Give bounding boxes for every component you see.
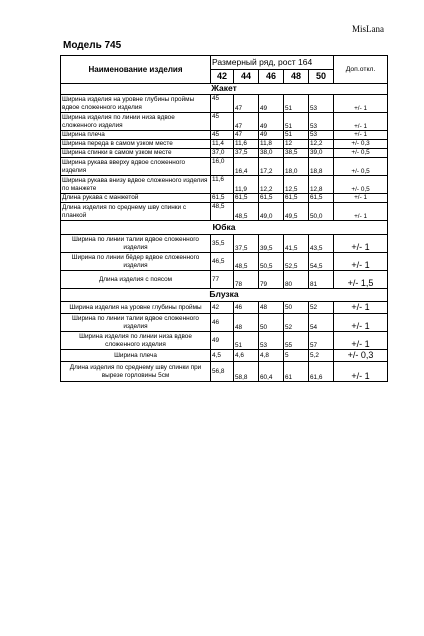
measurement-name: Ширина изделия по линии низа вдвое сложенного изделия — [61, 113, 211, 131]
tolerance-cell: +/- 1 — [334, 332, 388, 350]
size-value-cell: 47 — [234, 95, 259, 113]
size-value-cell: 50 — [284, 302, 309, 314]
tolerance-cell: +/- 1 — [334, 95, 388, 113]
section-header-row — [61, 221, 388, 235]
size-value-cell: 46,5 — [211, 253, 234, 271]
size-value-cell: 51 — [284, 113, 309, 131]
tolerance-cell: +/- 1 — [334, 235, 388, 253]
header-name-label: Наименование изделия — [61, 56, 211, 84]
size-value-cell: 12,2 — [259, 176, 284, 194]
model-title: Модель 745 — [63, 40, 122, 51]
size-value-cell: 54,5 — [309, 253, 334, 271]
size-value-cell: 61,5 — [234, 194, 259, 203]
size-value-cell: 48 — [234, 314, 259, 332]
size-value-cell: 51 — [284, 131, 309, 140]
table-row — [61, 332, 388, 350]
tolerance-cell: +/- 0,5 — [334, 149, 388, 158]
size-value-cell: 52 — [284, 314, 309, 332]
size-value-cell: 52 — [309, 302, 334, 314]
size-value-cell: 61,5 — [259, 194, 284, 203]
size-value-cell: 49,5 — [284, 203, 309, 221]
size-value-cell: 17,2 — [259, 158, 284, 176]
size-value-cell: 16,0 — [211, 158, 234, 176]
size-value-cell: 42 — [211, 302, 234, 314]
size-value-cell: 38,0 — [259, 149, 284, 158]
measurement-name: Длина изделия по среднему шву спинки при вырезе горловины 5см — [61, 362, 211, 382]
size-value-cell: 46 — [211, 314, 234, 332]
size-value-cell: 11,8 — [259, 140, 284, 149]
size-header-cell: 42 — [211, 70, 234, 84]
size-value-cell: 43,5 — [309, 235, 334, 253]
size-chart-table — [60, 55, 388, 382]
size-value-cell: 49 — [259, 95, 284, 113]
size-value-cell: 18,8 — [309, 158, 334, 176]
tolerance-cell: +/- 0,5 — [334, 176, 388, 194]
table-row — [61, 140, 388, 149]
size-value-cell: 45 — [211, 113, 234, 131]
section-title: Жакет — [61, 84, 388, 95]
section-header-row — [61, 289, 388, 302]
size-value-cell: 56,8 — [211, 362, 234, 382]
size-value-cell: 37,5 — [234, 235, 259, 253]
measurement-name: Ширина изделия по линии низа вдвое сложенного изделия — [61, 332, 211, 350]
tolerance-cell: +/- 1,5 — [334, 271, 388, 289]
size-value-cell: 12,5 — [284, 176, 309, 194]
size-value-cell: 54 — [309, 314, 334, 332]
size-value-cell: 47 — [234, 131, 259, 140]
size-value-cell: 48,5 — [234, 253, 259, 271]
size-value-cell: 4,6 — [234, 350, 259, 362]
size-header-cell: 48 — [284, 70, 309, 84]
size-value-cell: 55 — [284, 332, 309, 350]
measurement-name: Длина изделия с поясом — [61, 271, 211, 289]
table-row — [61, 158, 388, 176]
measurement-name: Ширина изделия на уровне глубины проймы — [61, 302, 211, 314]
measurement-name: Ширина изделия на уровне глубины проймы вдвое сложенного изделия — [61, 95, 211, 113]
tolerance-cell: +/- 1 — [334, 194, 388, 203]
size-value-cell: 11,6 — [211, 176, 234, 194]
size-value-cell: 48 — [259, 302, 284, 314]
size-value-cell: 50,5 — [259, 253, 284, 271]
size-value-cell: 11,6 — [234, 140, 259, 149]
size-value-cell: 41,5 — [284, 235, 309, 253]
size-header-cell: 44 — [234, 70, 259, 84]
table-row — [61, 253, 388, 271]
size-value-cell: 49 — [259, 131, 284, 140]
size-value-cell: 5 — [284, 350, 309, 362]
tolerance-cell: +/- 1 — [334, 203, 388, 221]
table-row — [61, 131, 388, 140]
table-row — [61, 113, 388, 131]
size-value-cell: 77 — [211, 271, 234, 289]
tolerance-cell: +/- 1 — [334, 253, 388, 271]
size-value-cell: 58,8 — [234, 362, 259, 382]
size-value-cell: 61,5 — [211, 194, 234, 203]
table-row — [61, 194, 388, 203]
measurement-name: Ширина по линии талии вдвое сложенного изделия — [61, 314, 211, 332]
size-value-cell: 38,5 — [284, 149, 309, 158]
size-value-cell: 4,5 — [211, 350, 234, 362]
table-row — [61, 203, 388, 221]
size-value-cell: 39,5 — [259, 235, 284, 253]
size-value-cell: 18,0 — [284, 158, 309, 176]
size-value-cell: 53 — [309, 131, 334, 140]
tolerance-cell: +/- 1 — [334, 362, 388, 382]
size-value-cell: 47 — [234, 113, 259, 131]
measurement-name: Ширина спинки в самом узком месте — [61, 149, 211, 158]
size-value-cell: 53 — [309, 95, 334, 113]
table-row — [61, 95, 388, 113]
header-range-label: Размерный ряд, рост 164 — [211, 56, 334, 70]
table-row — [61, 271, 388, 289]
size-value-cell: 61,5 — [284, 194, 309, 203]
tolerance-cell: +/- 1 — [334, 113, 388, 131]
section-title: Блузка — [61, 289, 388, 302]
table-row — [61, 235, 388, 253]
table-row — [61, 149, 388, 158]
size-value-cell: 49 — [259, 113, 284, 131]
size-value-cell: 52,5 — [284, 253, 309, 271]
size-value-cell: 49,0 — [259, 203, 284, 221]
size-value-cell: 48,5 — [211, 203, 234, 221]
size-value-cell: 16,4 — [234, 158, 259, 176]
table-row — [61, 302, 388, 314]
size-value-cell: 49 — [211, 332, 234, 350]
size-value-cell: 48,5 — [234, 203, 259, 221]
size-value-cell: 50 — [259, 314, 284, 332]
table-row — [61, 350, 388, 362]
measurement-name: Ширина плеча — [61, 350, 211, 362]
section-title: Юбка — [61, 221, 388, 235]
size-value-cell: 11,9 — [234, 176, 259, 194]
size-value-cell: 61 — [284, 362, 309, 382]
size-value-cell: 51 — [284, 95, 309, 113]
size-value-cell: 61,6 — [309, 362, 334, 382]
size-value-cell: 12,8 — [309, 176, 334, 194]
size-value-cell: 78 — [234, 271, 259, 289]
measurement-name: Ширина рукава вверху вдвое сложенного изделия — [61, 158, 211, 176]
size-value-cell: 81 — [309, 271, 334, 289]
tolerance-cell: +/- 1 — [334, 131, 388, 140]
size-header-cell: 46 — [259, 70, 284, 84]
brand-logo: MisLana — [352, 24, 384, 34]
tolerance-cell: +/- 1 — [334, 314, 388, 332]
size-value-cell: 45 — [211, 95, 234, 113]
size-value-cell: 61,5 — [309, 194, 334, 203]
size-value-cell: 53 — [309, 113, 334, 131]
measurement-name: Ширина по линии талии вдвое сложенного изделия — [61, 235, 211, 253]
size-value-cell: 11,4 — [211, 140, 234, 149]
measurement-name: Ширина по линии бёдер вдвое сложенного изделия — [61, 253, 211, 271]
table-row — [61, 176, 388, 194]
size-value-cell: 12 — [284, 140, 309, 149]
measurement-name: Ширина плеча — [61, 131, 211, 140]
size-value-cell: 45 — [211, 131, 234, 140]
tolerance-cell: +/- 1 — [334, 302, 388, 314]
tolerance-cell: +/- 0,5 — [334, 158, 388, 176]
table-header-row — [61, 56, 388, 70]
size-value-cell: 50,0 — [309, 203, 334, 221]
size-value-cell: 4,8 — [259, 350, 284, 362]
size-value-cell: 39,0 — [309, 149, 334, 158]
table-row — [61, 314, 388, 332]
measurement-name: Ширина переда в самом узком месте — [61, 140, 211, 149]
size-value-cell: 37,0 — [211, 149, 234, 158]
size-value-cell: 53 — [259, 332, 284, 350]
measurement-name: Длина изделия по среднему шву спинки с планкой — [61, 203, 211, 221]
size-value-cell: 5,2 — [309, 350, 334, 362]
size-value-cell: 46 — [234, 302, 259, 314]
size-value-cell: 80 — [284, 271, 309, 289]
size-value-cell: 12,2 — [309, 140, 334, 149]
measurement-name: Длина рукава с манжетой — [61, 194, 211, 203]
size-value-cell: 60,4 — [259, 362, 284, 382]
size-value-cell: 51 — [234, 332, 259, 350]
size-value-cell: 79 — [259, 271, 284, 289]
measurement-name: Ширина рукава внизу вдвое сложенного изделия по манжете — [61, 176, 211, 194]
size-header-cell: 50 — [309, 70, 334, 84]
tolerance-cell: +/- 0,3 — [334, 140, 388, 149]
size-value-cell: 37,5 — [234, 149, 259, 158]
section-header-row — [61, 84, 388, 95]
table-row — [61, 362, 388, 382]
size-value-cell: 57 — [309, 332, 334, 350]
header-tolerance-label: Доп.откл. — [334, 56, 388, 84]
size-value-cell: 35,5 — [211, 235, 234, 253]
tolerance-cell: +/- 0,3 — [334, 350, 388, 362]
